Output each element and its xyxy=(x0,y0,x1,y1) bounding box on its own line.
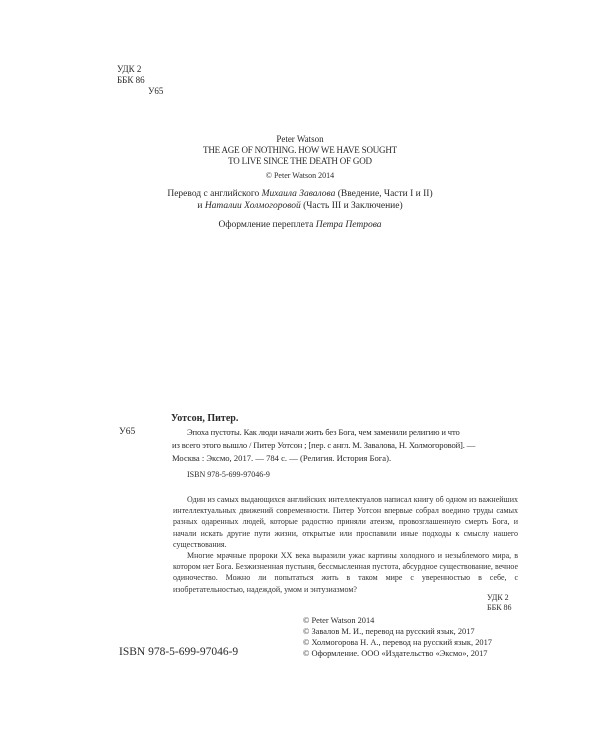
catalog-isbn: ISBN 978-5-699-97046-9 xyxy=(187,470,270,479)
author-code-top: У65 xyxy=(148,86,164,96)
bbk-index-bottom: ББК 86 xyxy=(487,603,512,612)
annotation-paragraph-1: Один из самых выдающихся английских интеллектуалов написал книгу об одном из важнейших интеллектуальных движений современности. Питер Уотсон впервые собрал воедино труды самых разных одаренных людей, которые радостно приняли атеизм, провозглашенную смерть Бога, и начали искать другие пути жизни, открытые или проспавили иные подходы к смыслу нашего существования. xyxy=(173,495,518,549)
translation-line1: Перевод с английского Михаила Завалова (Введение, Части I и II) xyxy=(167,189,433,199)
udk-index-bottom: УДК 2 xyxy=(487,593,509,602)
cover-design: Оформление переплета Петра Петрова xyxy=(218,220,382,230)
copyright-line-2: © Завалов М. И., перевод на русский язык, 2017 xyxy=(303,627,475,636)
catalog-author: Уотсон, Питер. xyxy=(171,413,239,424)
annotation xyxy=(173,494,518,595)
bbk-index-top: ББК 86 xyxy=(117,75,145,85)
annotation-paragraph-2: Многие мрачные пророки XX века выразили ужас картины холодного и незыблемого мира, в котором нет Бога. Безжизненная пустыня, бессмысленная пустота, абсурдное существование, вечное одиночество. Можно ли попытаться жить в таком мире с уверенностью в себе, с изобретательностью, надеждой, умом и энтузиазмом? xyxy=(173,551,518,594)
title-en-line2: TO LIVE SINCE THE DEATH OF GOD xyxy=(228,156,372,166)
catalog-code: У65 xyxy=(119,427,136,437)
isbn-main: ISBN 978-5-699-97046-9 xyxy=(119,646,239,658)
author-en: Peter Watson xyxy=(276,134,324,144)
catalog-line2: из всего этого вышло / Питер Уотсон ; [пер. с англ. М. Завалова, Н. Холмогоровой]. — xyxy=(172,440,476,450)
copyright-line-3: © Холмогорова Н. А., перевод на русский язык, 2017 xyxy=(303,638,492,647)
copyright-line-1: © Peter Watson 2014 xyxy=(303,616,375,625)
translation-line2: и Наталии Холмогоровой (Часть III и Заключение) xyxy=(197,201,403,211)
catalog-line3: Москва : Эксмо, 2017. — 784 с. — (Религия. История Бога). xyxy=(172,453,392,463)
copyright-en: © Peter Watson 2014 xyxy=(265,171,335,180)
catalog-line1: Эпоха пустоты. Как люди начали жить без Бога, чем заменили религию и что xyxy=(187,427,460,437)
udk-index-top: УДК 2 xyxy=(117,64,142,74)
title-en-line1: THE AGE OF NOTHING. HOW WE HAVE SOUGHT xyxy=(203,145,397,155)
copyright-line-4: © Оформление. ООО «Издательство «Эксмо», 2017 xyxy=(303,649,488,658)
